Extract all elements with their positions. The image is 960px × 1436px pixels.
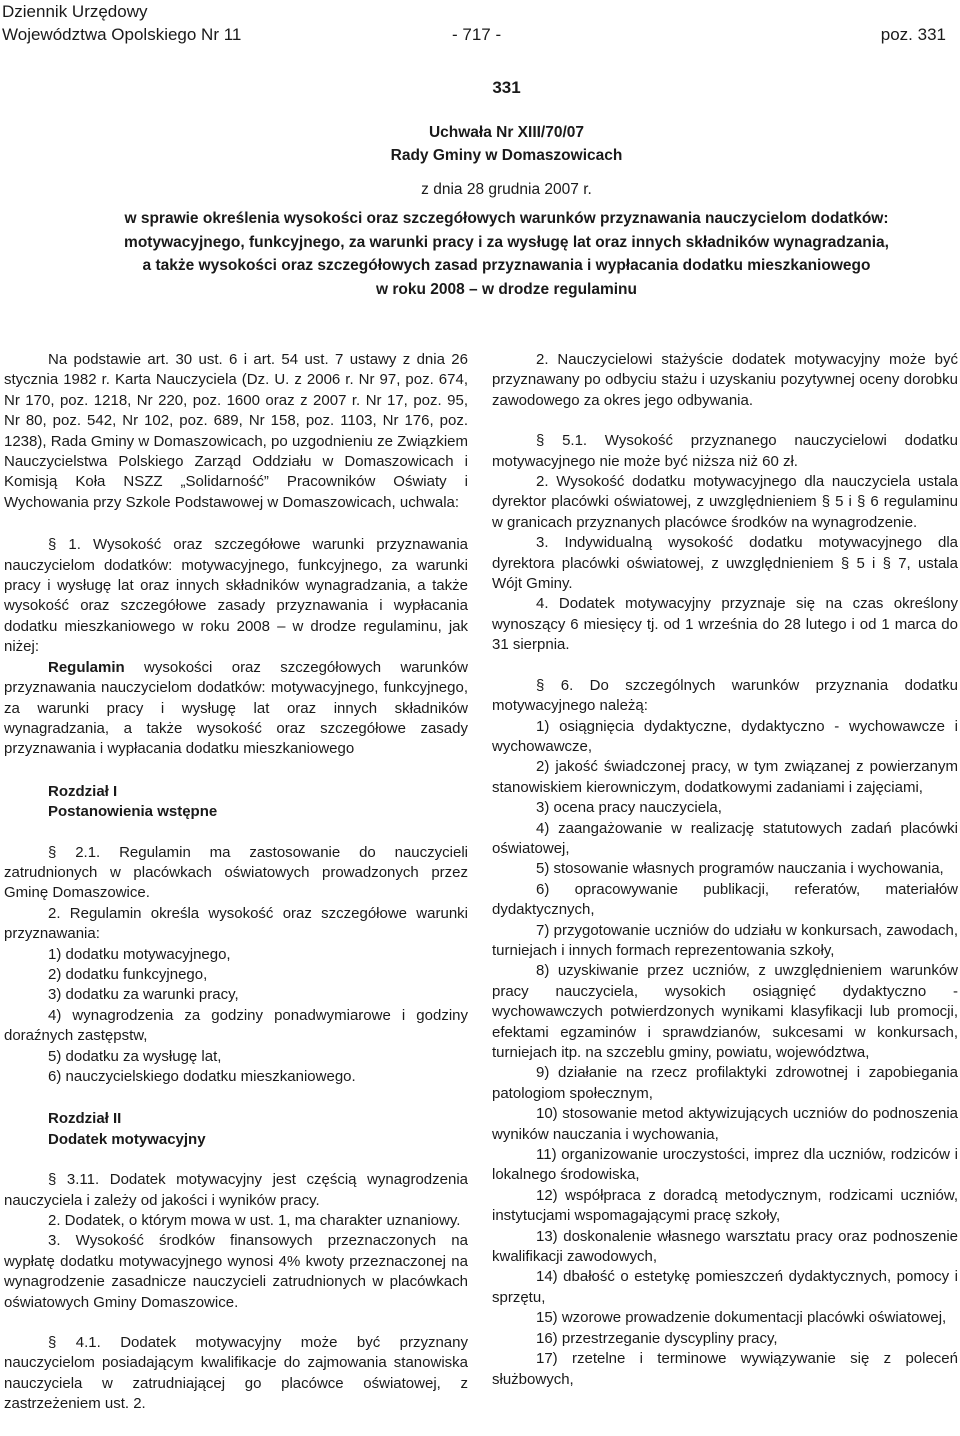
resolution-title-line2: Rady Gminy w Domaszowicach (390, 147, 623, 164)
chapter-1-number: Rozdział I (48, 782, 118, 800)
condition-item: 16) przestrzeganie dyscypliny pracy, (536, 1329, 778, 1347)
right-column (492, 350, 958, 1390)
paragraph-4-2: 2. Nauczycielowi stażyście dodatek motywacyjny może być przyznawany po odbyciu stażu i uzyskaniu pozytywnej oceny dorobku zawodowego za okres jego odbywania. (492, 351, 958, 409)
condition-item: 3) ocena pracy nauczyciela, (536, 799, 722, 817)
list-item: 5) dodatku za wysługę lat, (48, 1047, 222, 1065)
resolution-position: 331 (492, 78, 521, 97)
regulation-label: Regulamin (48, 658, 125, 676)
paragraph-6: § 6. Do szczególnych warunków przyznania dodatku motywacyjnego należą: (492, 676, 958, 715)
list-item: 2) dodatku funkcyjnego, (48, 965, 208, 983)
paragraph-5-4: 4. Dodatek motywacyjny przyznaje się na czas określony wynoszący 6 miesięcy tj. od 1 września do 28 lutego i od 1 marca do 31 sierpnia. (492, 595, 958, 654)
paragraph-2-2: 2. Regulamin określa wysokość oraz szczegółowe warunki przyznawania: (4, 904, 468, 943)
condition-item: 17) rzetelne i terminowe wywiązywanie się z poleceń służbowych, (492, 1350, 958, 1388)
condition-item: 10) stosowanie metod aktywizujących uczniów do podnoszenia wyników nauczania i wychowania, (492, 1105, 958, 1143)
list-item: 4) wynagrodzenia za godziny ponadwymiarowe i godziny doraźnych zastępstw, (4, 1006, 468, 1045)
chapter-2-number: Rozdział II (48, 1110, 122, 1128)
condition-item: 15) wzorowe prowadzenie dokumentacji placówki oświatowej, (536, 1309, 947, 1327)
chapter-1-title: Postanowienia wstępne (48, 803, 218, 821)
condition-item: 2) jakość świadczonej pracy, w tym związanej z powierzanym stanowiskiem kierowniczym, dodatkowymi zadaniami i zajęciami, (492, 758, 958, 796)
condition-item: 8) uzyskiwanie przez uczniów, z uwzględnieniem warunków pracy nauczyciela, wysokich osiągnięć dydaktyczno - wychowawczych potwierdzonych wynikami klasyfikacji lub promocji, efektami egzaminów i sprawdzianów, sukcesami w konkursach, turniejach itp. na szczeblu gminy, powiatu, województwa, (492, 962, 958, 1061)
paragraph-2-1: § 2.1. Regulamin ma zastosowanie do nauczycieli zatrudnionych w placówkach oświatowych prowadzonych przez Gminę Domaszowice. (4, 843, 468, 902)
preamble: Na podstawie art. 30 ust. 6 i art. 54 ust. 7 ustawy z dnia 26 stycznia 1982 r. Karta Nauczyciela (Dz. U. z 2006 r. Nr 97, poz. 674, Nr 170, poz. 1218, Nr 220, poz. 1600 oraz z 2007 r. Nr 17, poz. 95, Nr 80, poz. 542, Nr 102, poz. 689, Nr 158, poz. 1103, Nr 176, poz. 1238), Rada Gminy w Domaszowicach, po uzgodnieniu ze Związkiem Nauczycielstwa Polskiego Zarząd Oddziału w Domaszowicach i Komisją Koła NSZZ „Solidarność” Pracowników Oświaty i Wychowania przy Szkole Podstawowej w Domaszowicach, uchwala: (4, 351, 468, 511)
page-number: - 717 - (452, 25, 502, 44)
resolution-subject-line: w roku 2008 – w drodze regulaminu (376, 280, 637, 298)
condition-item: 13) doskonalenie własnego warsztatu pracy oraz podnoszenie kwalifikacji zawodowych, (492, 1227, 958, 1266)
position-number: poz. 331 (880, 25, 946, 44)
regulation-text: wysokości oraz szczegółowych warunków przyznawania nauczycielom dodatków: motywacyjnego, funkcyjnego, za warunki pracy i wysługę lat oraz innych składników wynagradzania, a także wysokość oraz szczegółowe zasady przyznawania i wypłacania dodatku mieszkaniowego (4, 658, 468, 758)
paragraph-5-3: 3. Indywidualną wysokość dodatku motywacyjnego dla dyrektora placówki oświatowej, z uwzględnieniem § 5 i § 7, ustala Wójt Gminy. (492, 534, 958, 593)
list-item: 6) nauczycielskiego dodatku mieszkaniowego. (48, 1068, 356, 1085)
journal-name-line1: Dziennik Urzędowy (2, 2, 148, 21)
resolution-title (60, 121, 953, 167)
resolution-subject (60, 207, 953, 301)
paragraph-4-1: § 4.1. Dodatek motywacyjny może być przyznany nauczycielom posiadającym kwalifikacje do zajmowania stanowiska nauczyciela w zatrudniającej go placówce oświatowej, z zastrzeżeniem ust. 2. (4, 1334, 468, 1413)
resolution-title-line1: Uchwała Nr XIII/70/07 (428, 124, 585, 141)
condition-item: 12) współpraca z doradcą metodycznym, rodzicami uczniów, instytucjami wspomagającymi pracę szkoły, (492, 1186, 958, 1225)
condition-item: 4) zaangażowanie w realizację statutowych zadań placówki oświatowej, (492, 819, 958, 857)
resolution-subject-line: w sprawie określenia wysokości oraz szczegółowych warunków przyznawania nauczycielom dodatków: (124, 210, 889, 227)
journal-name (2, 0, 241, 46)
list-item: 3) dodatku za warunki pracy, (48, 986, 239, 1004)
chapter-2-title: Dodatek motywacyjny (48, 1130, 206, 1148)
paragraph-5-1: § 5.1. Wysokość przyznanego nauczycielowi dodatku motywacyjnego nie może być niższa niż 60 zł. (492, 432, 958, 470)
resolution-date: z dnia 28 grudnia 2007 r. (421, 181, 592, 198)
condition-item: 14) dbałość o estetykę pomieszczeń dydaktycznych, pomocy i sprzętu, (492, 1268, 958, 1306)
journal-name-line2: Województwa Opolskiego Nr 11 (2, 25, 242, 44)
condition-item: 5) stosowanie własnych programów nauczania i wychowania, (536, 860, 944, 878)
condition-item: 6) opracowywanie publikacji, referatów, materiałów dydaktycznych, (492, 880, 958, 919)
left-column (4, 350, 468, 1415)
paragraph-3-3: 3. Wysokość środków finansowych przeznaczonych na wypłatę dodatku motywacyjnego wynosi 4% kwoty przeznaczonej na wynagrodzenie zasadnicze nauczycieli zatrudnionych w placówkach oświatowych Gminy Domaszowice. (4, 1232, 468, 1311)
regulation-intro (4, 658, 468, 760)
condition-item: 1) osiągnięcia dydaktyczne, dydaktyczno - wychowawcze i wychowawcze, (492, 717, 958, 755)
paragraph-1: § 1. Wysokość oraz szczegółowe warunki przyznawania nauczycielom dodatków: motywacyjnego, funkcyjnego, za warunki pracy i wysługę lat oraz innych składników wynagradzania, a także wysokość oraz szczegółowe zasady przyznawania i wypłacania dodatku mieszkaniowego w roku 2008 – w drodze regulaminu, jak niżej: (4, 536, 468, 656)
condition-item: 7) przygotowanie uczniów do udziału w konkursach, zawodach, turniejach i innych formach reprezentowania szkoły, (492, 921, 958, 959)
list-item: 1) dodatku motywacyjnego, (48, 945, 231, 963)
condition-item: 9) działanie na rzecz profilaktyki zdrowotnej i zapobiegania patologiom społecznym, (492, 1064, 958, 1102)
resolution-subject-line: a także wysokości oraz szczegółowych zasad przyznawania i wypłacania dodatku mieszkaniowego (142, 257, 871, 274)
paragraph-3-1: § 3.11. Dodatek motywacyjny jest częścią wynagrodzenia nauczyciela i zależy od jakości i wyników pracy. (4, 1171, 468, 1209)
paragraph-3-2: 2. Dodatek, o którym mowa w ust. 1, ma charakter uznaniowy. (48, 1212, 461, 1230)
resolution-subject-line: motywacyjnego, funkcyjnego, za warunki pracy i za wysługę lat oraz innych składników wynagradzania, (124, 233, 889, 251)
paragraph-5-2: 2. Wysokość dodatku motywacyjnego dla nauczyciela ustala dyrektor placówki oświatowej, z uwzględnieniem § 5 i § 6 regulaminu w granicach przyznanych placówce środków na wynagrodzenie. (492, 473, 958, 531)
condition-item: 11) organizowanie uroczystości, imprez dla uczniów, rodziców i lokalnego środowiska, (492, 1146, 958, 1184)
